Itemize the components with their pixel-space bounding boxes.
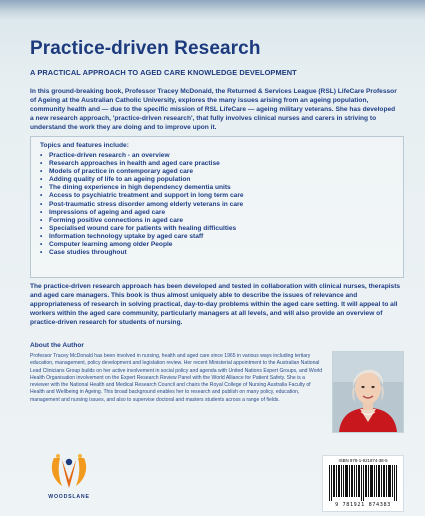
topic-item: • Computer learning among older People <box>40 241 244 249</box>
author-photo <box>332 351 404 433</box>
barcode-digits: 9 781921 874383 <box>335 502 391 508</box>
barcode-icon <box>329 465 397 501</box>
topic-item: • The dining experience in high dependency dementia units <box>40 184 244 192</box>
isbn-label: ISBN 978-1-921874-38-5 <box>338 458 388 463</box>
book-title: Practice-driven Research <box>30 38 261 59</box>
topic-item: • Forming positive connections in aged care <box>40 217 244 225</box>
topic-item: • Case studies throughout <box>40 249 244 257</box>
closing-text: The practice-driven research approach has been developed and tested in collaboration with clinical nurses, therapists and aged care managers. This book is thus almost uniquely able to describe the issues of relevance and appropriateness of research in solving practical, day-to-day problems within the aged care setting. It will appeal to all workers within the aged care community, particularly managers at all levels, and will also provide an overview of practice-driven research for students of nursing. <box>30 283 401 326</box>
publisher-logo <box>40 452 98 504</box>
closing-paragraph <box>30 282 402 327</box>
barcode-box <box>322 455 404 512</box>
topic-item: • Adding quality of life to an ageing population <box>40 176 244 184</box>
topic-item: • Models of practice in contemporary aged care <box>40 168 244 176</box>
topic-item: • Specialised wound care for patients with healing difficulties <box>40 225 244 233</box>
topics-list <box>40 152 244 257</box>
intro-text: In this ground-breaking book, Professor Tracey McDonald, the Returned & Services League (RSL) LifeCare Professor of Ageing at the Australian Catholic University, explores the many issues arising from an ageing population, community health and — due to the specific mission of RSL LifeCare — ageing military veterans. She has developed a new research approach, 'practice-driven research', that fully involves clinical nurses and carers in striving to understand the work they are doing and to improve upon it. <box>30 88 397 131</box>
topic-item: • Access to psychiatric treatment and support in long term care <box>40 192 244 200</box>
topic-item: • Research approaches in health and aged care practise <box>40 160 244 168</box>
topics-heading: Topics and features include: <box>40 142 129 149</box>
topic-item: • Information technology uptake by aged care staff <box>40 233 244 241</box>
top-band <box>0 0 425 20</box>
author-heading: About the Author <box>30 342 84 349</box>
book-subtitle: A PRACTICAL APPROACH TO AGED CARE KNOWLEDGE DEVELOPMENT <box>30 68 297 77</box>
topics-box <box>30 136 404 278</box>
topic-item: • Post-traumatic stress disorder among elderly veterans in care <box>40 201 244 209</box>
intro-paragraph <box>30 87 400 132</box>
author-bio <box>30 353 325 404</box>
topic-item: • Impressions of ageing and aged care <box>40 209 244 217</box>
publisher-name: WOODSLANE <box>48 494 90 500</box>
topic-item: • Practice-driven research - an overview <box>40 152 244 160</box>
woodslane-logo-icon <box>40 452 98 494</box>
author-bio-text: Professor Tracey McDonald has been involved in nursing, health and aged care since 1965 in various ways including tertiary education, management, policy development and legislation review. Her recent Ministerial appointment to the Australian National Lead Clinicians Group builds on her active involvement in social policy and agenda with United Nations Expert Groups, and World Health Organisation involvement on the Expert Research Review Panel with the World Alliance for Patient Safety. She is a reviewer with the National Health and Medical Research Council and chairs the Royal College of Nursing Australia Faculty of Health and Wellbeing in Ageing. This broad background enables her to research and publish on many policy, education, management and nursing issues, and also to supervise doctoral and masters students across a range of fields. <box>30 353 323 403</box>
author-portrait-image <box>333 352 403 432</box>
